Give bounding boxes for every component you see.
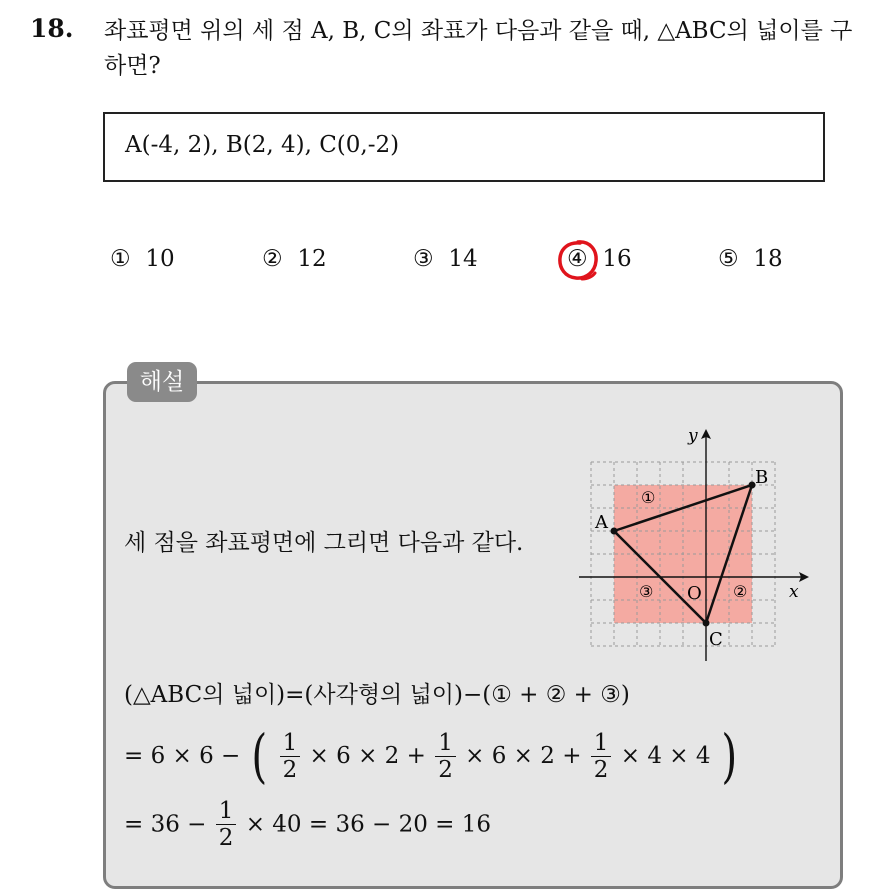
eq2-term-3: × 4 × 4 (620, 743, 711, 769)
equation-line-3 (124, 798, 491, 868)
solution-description: 세 점을 좌표평면에 그리면 다음과 같다. (124, 530, 524, 556)
choice-mark: ⑤ (718, 246, 739, 272)
choice-value: 12 (297, 246, 327, 272)
choice-value: 18 (753, 246, 783, 272)
choice-mark: ① (110, 246, 131, 272)
region-2-label: ② (733, 582, 748, 601)
fraction-half: $\frac{1}{2}$ (591, 730, 612, 783)
equation-line-1: (△ABC의 넓이)=(사각형의 넓이)−(① + ② + ③) (124, 682, 630, 708)
answer-choices (110, 246, 870, 282)
given-coordinates: A(-4, 2), B(2, 4), C(0,-2) (125, 132, 400, 158)
origin-label: O (687, 583, 702, 604)
fraction-half: $\frac{1}{2}$ (435, 730, 456, 783)
left-paren: ( (251, 722, 267, 790)
eq2-term-1: × 6 × 2 + (309, 743, 426, 769)
solution-tab: 해설 (127, 362, 197, 402)
region-1-label: ① (641, 488, 656, 507)
eq2-start: = 6 × 6 − (124, 743, 241, 769)
fraction-half: $\frac{1}{2}$ (216, 798, 237, 851)
question-number: 18. (30, 14, 74, 43)
x-axis-label: x (789, 582, 799, 602)
point-a (611, 528, 618, 535)
choice-mark: ② (262, 246, 283, 272)
choice-2[interactable] (262, 246, 327, 272)
choice-mark: ③ (413, 246, 434, 272)
right-paren: ) (721, 722, 738, 790)
equation-line-2 (124, 722, 740, 796)
question-text: 좌표평면 위의 세 점 A, B, C의 좌표가 다음과 같을 때, △ABC의 넓이를 구하면? (104, 18, 853, 79)
given-box (103, 112, 825, 182)
choice-3[interactable] (413, 246, 478, 272)
choice-value: 16 (602, 246, 632, 272)
choice-5[interactable] (718, 246, 783, 272)
eq2-term-2: × 6 × 2 + (465, 743, 582, 769)
choice-mark: ④ (567, 246, 588, 272)
point-c-label: C (709, 629, 723, 650)
eq3-start: = 36 − (124, 811, 207, 838)
choice-value: 10 (145, 246, 175, 272)
choice-value: 14 (448, 246, 478, 272)
coordinate-graph (575, 425, 815, 665)
point-c (703, 620, 710, 627)
region-3-label: ③ (639, 582, 654, 601)
point-a-label: A (595, 512, 608, 533)
choice-1[interactable] (110, 246, 175, 272)
y-axis-label: y (688, 426, 698, 446)
answer-circle-mark (556, 238, 600, 282)
eq3-rest: × 40 = 36 − 20 = 16 (245, 811, 492, 838)
fraction-half: $\frac{1}{2}$ (280, 730, 301, 783)
point-b-label: B (755, 467, 769, 488)
